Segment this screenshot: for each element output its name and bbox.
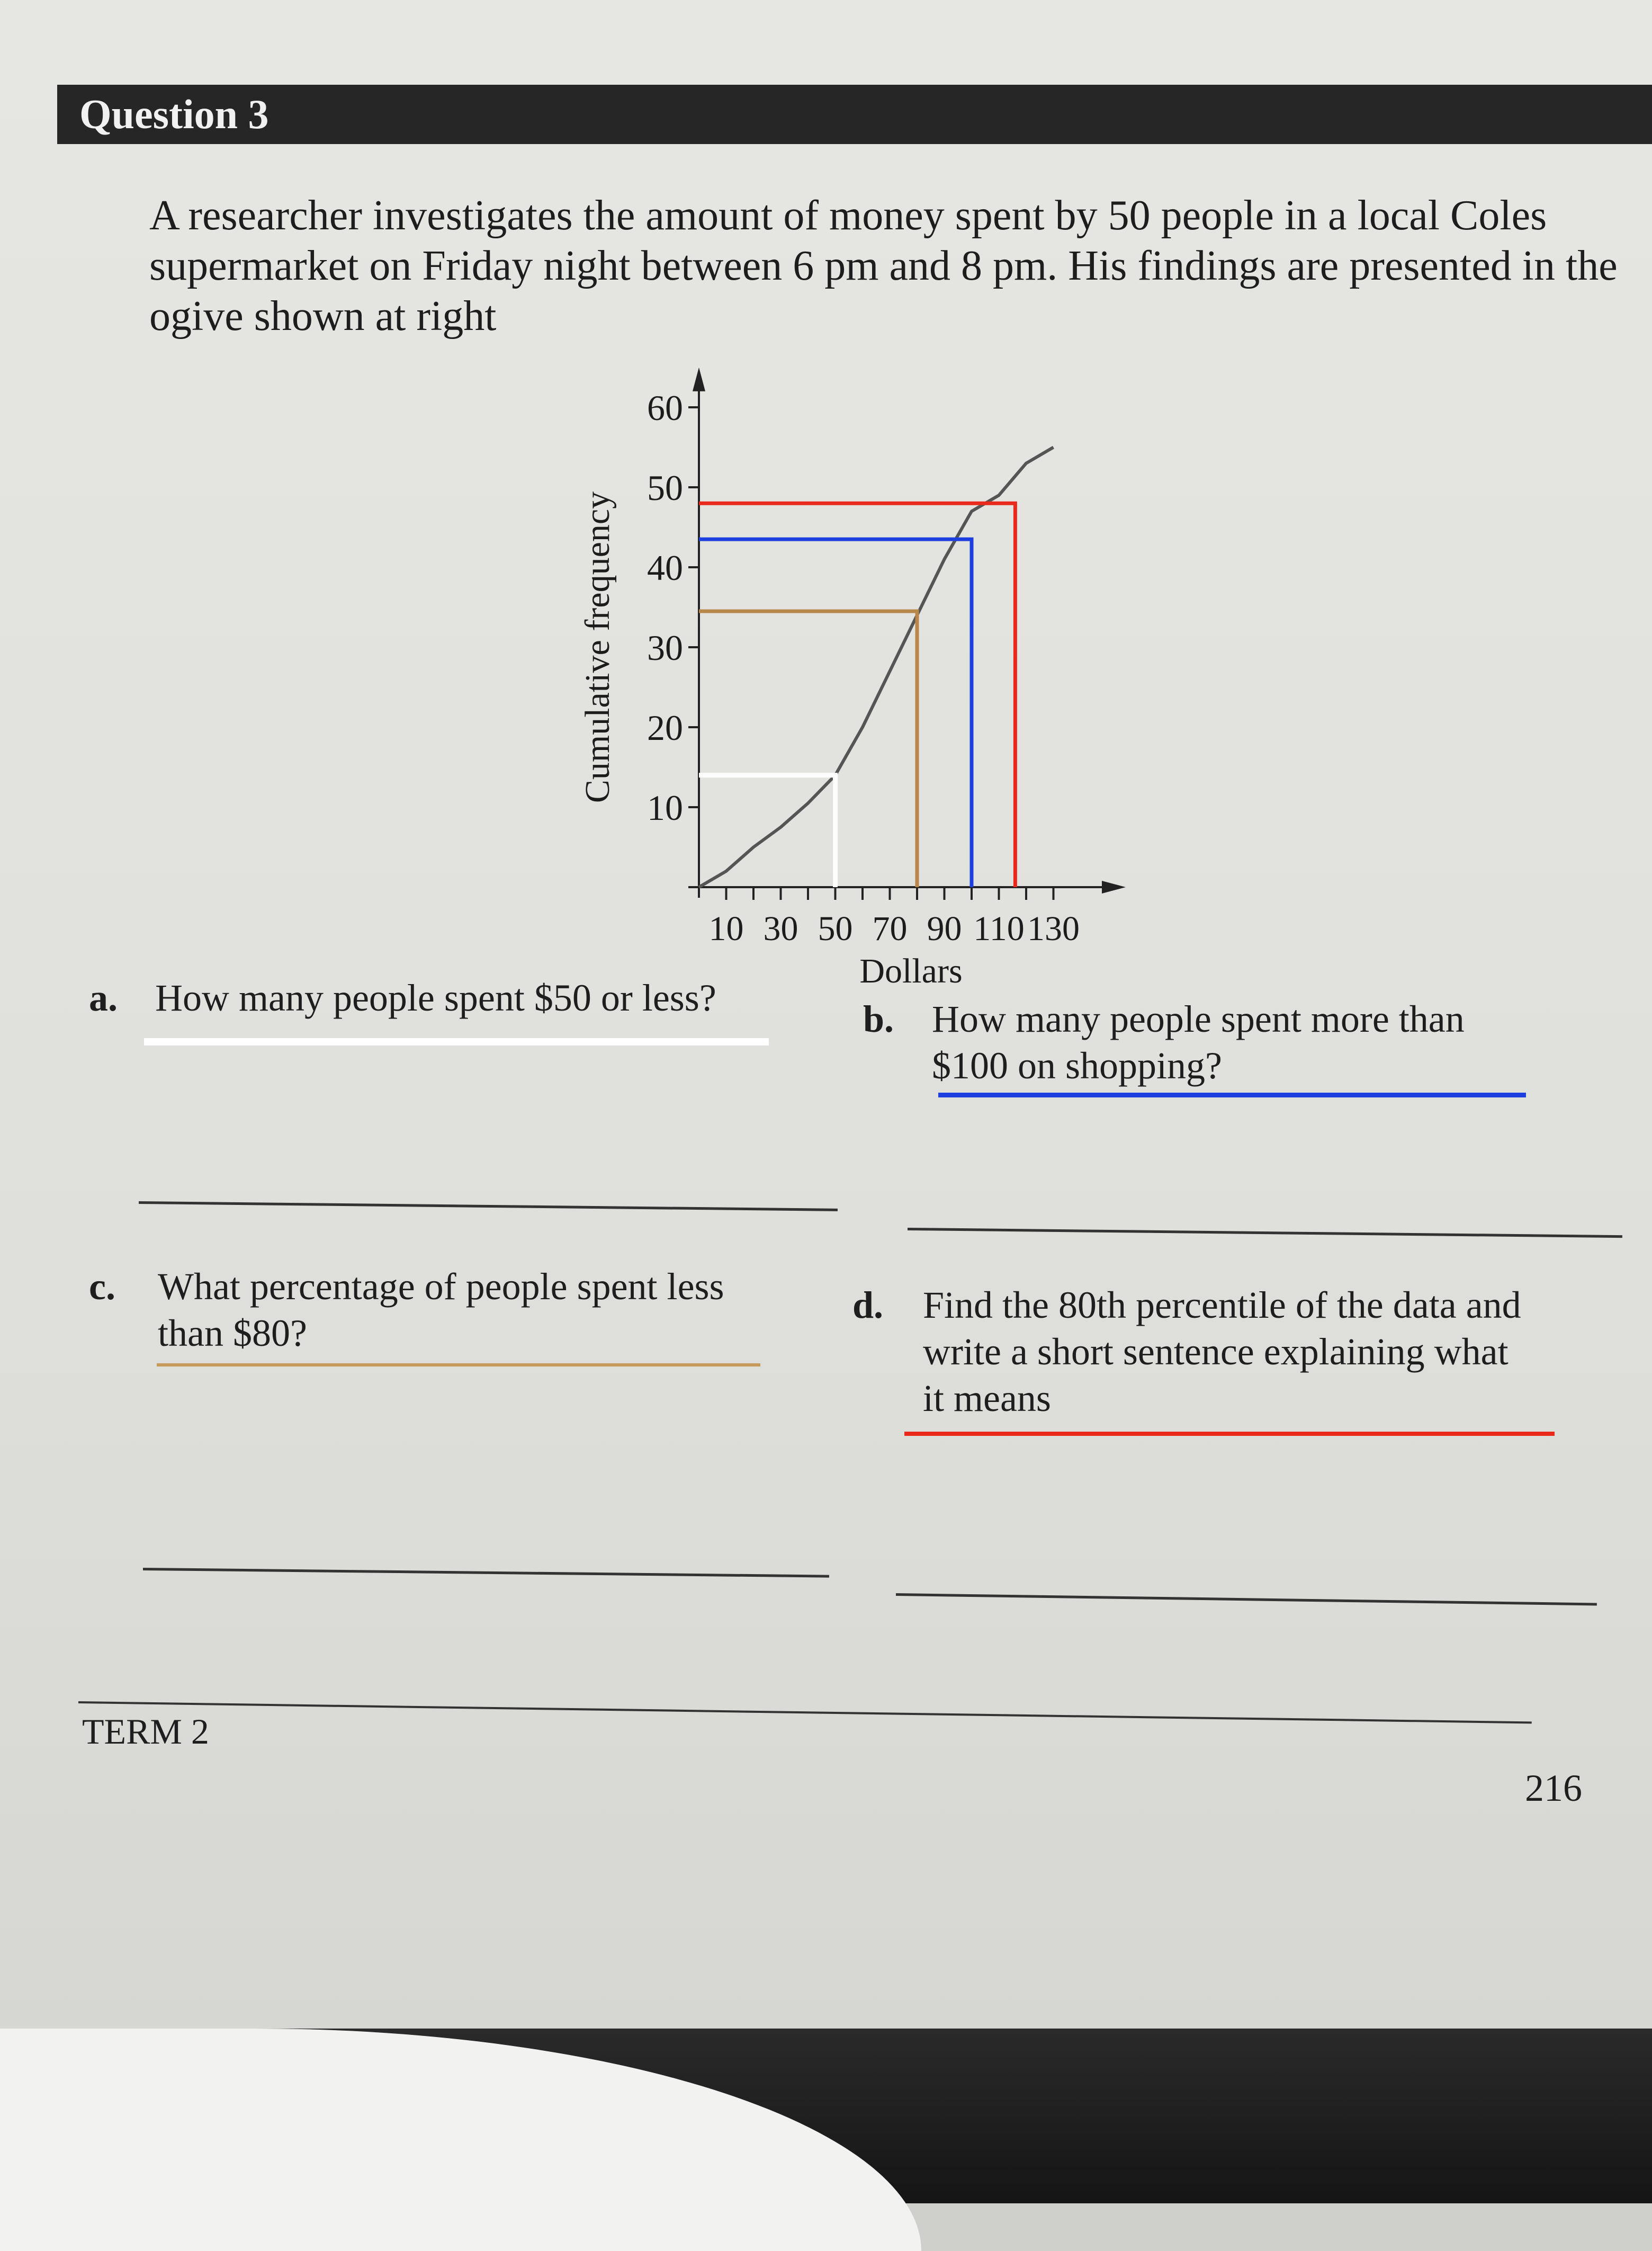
ogive-chart	[540, 344, 1228, 1006]
annotation-guide-line	[699, 611, 917, 887]
question-d	[852, 1282, 1620, 1441]
x-axis-title: Dollars	[859, 952, 963, 990]
question-a	[89, 975, 777, 1028]
x-tick-label: 30	[763, 909, 798, 948]
question-letter: a.	[89, 977, 118, 1019]
question-c	[89, 1263, 804, 1369]
question-letter: b.	[863, 998, 894, 1040]
ogive-curve	[699, 448, 1054, 888]
intro-line: A researcher investigates the amount of money spent by 50 people in a local Coles	[149, 192, 1547, 239]
question-b	[863, 996, 1604, 1102]
footer-rule	[78, 1701, 1532, 1723]
answer-line-a[interactable]	[139, 1201, 838, 1211]
question-text-line: How many people spent more than	[932, 998, 1465, 1040]
question-header-bar	[57, 85, 1652, 144]
y-tick-label: 10	[647, 788, 683, 828]
x-tick-label: 70	[872, 909, 908, 948]
page-number: 216	[1525, 1767, 1582, 1809]
answer-line-a-highlight[interactable]	[144, 1038, 769, 1046]
question-intro	[149, 191, 1652, 342]
y-tick-label: 50	[647, 468, 683, 508]
question-text-line: than $80?	[158, 1312, 307, 1354]
y-tick-label: 60	[647, 388, 683, 428]
x-axis-arrow	[1102, 881, 1126, 894]
intro-line: supermarket on Friday night between 6 pm and 8 pm. His findings are presented in the	[149, 243, 1618, 289]
annotation-guide-line	[699, 775, 836, 887]
y-tick-label: 20	[647, 708, 683, 748]
answer-line-c[interactable]	[143, 1568, 829, 1578]
question-text-line: Find the 80th percentile of the data and	[923, 1284, 1521, 1326]
y-tick-label: 30	[647, 628, 683, 668]
question-letter: c.	[89, 1265, 115, 1308]
x-tick-label: 130	[1027, 909, 1080, 948]
question-text-line: How many people spent $50 or less?	[155, 977, 716, 1019]
question-text-line: write a short sentence explaining what	[923, 1330, 1509, 1373]
answer-line-b[interactable]	[908, 1228, 1622, 1238]
question-text-line: What percentage of people spent less	[158, 1265, 724, 1308]
answer-line-c-highlight[interactable]	[157, 1363, 760, 1366]
question-title: Question 3	[79, 91, 269, 137]
question-letter: d.	[852, 1284, 884, 1326]
x-tick-label: 50	[818, 909, 853, 948]
y-axis-arrow	[693, 368, 705, 391]
y-axis-title: Cumulative frequency	[578, 491, 617, 803]
footer-term: TERM 2	[82, 1711, 209, 1752]
x-tick-label: 90	[927, 909, 962, 948]
y-tick-label: 40	[647, 548, 683, 588]
answer-line-b-highlight[interactable]	[938, 1093, 1526, 1097]
annotation-guide-line	[699, 503, 1015, 887]
answer-line-d-highlight[interactable]	[904, 1432, 1555, 1436]
answer-line-d[interactable]	[896, 1593, 1597, 1605]
x-tick-label: 10	[708, 909, 744, 948]
intro-line: ogive shown at right	[149, 293, 497, 340]
question-text-line: $100 on shopping?	[932, 1044, 1222, 1087]
question-text-line: it means	[923, 1377, 1051, 1419]
x-tick-label: 110	[973, 909, 1025, 948]
